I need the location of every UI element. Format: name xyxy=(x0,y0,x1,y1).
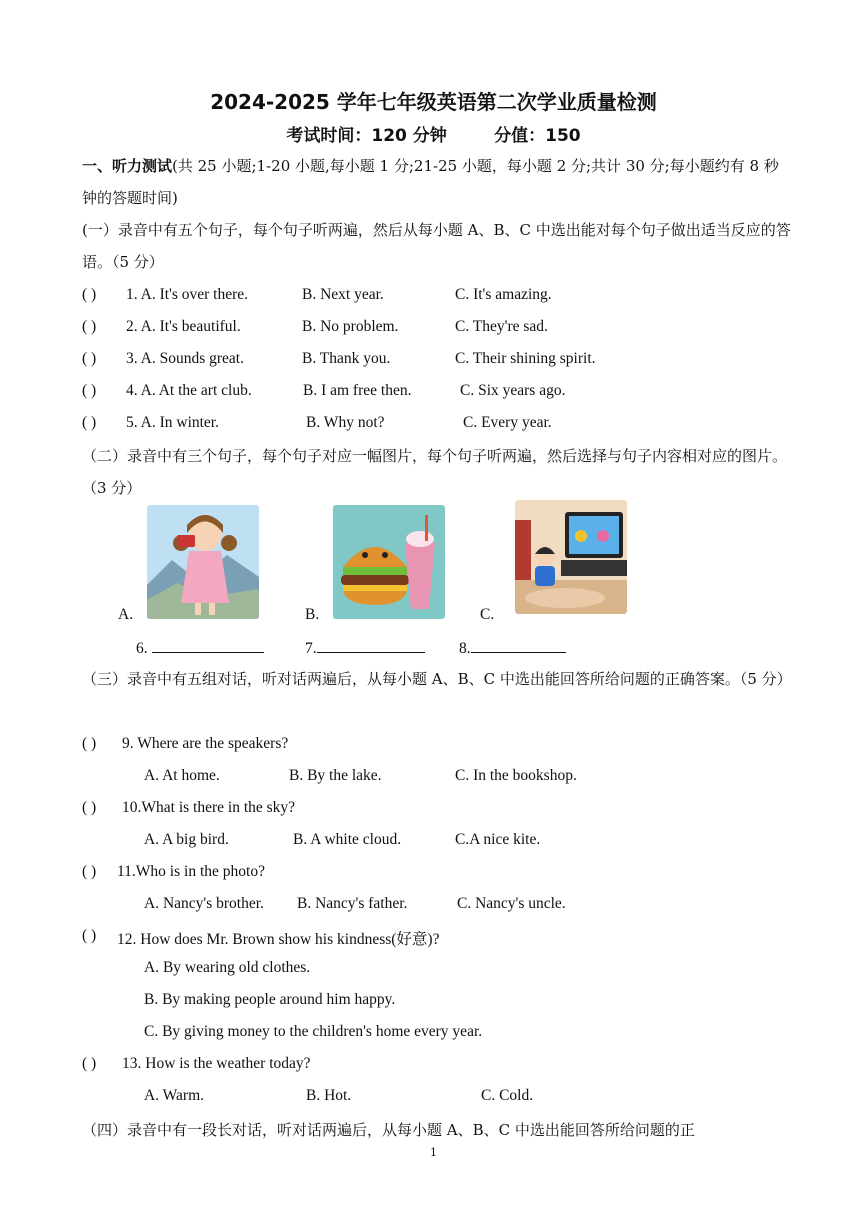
option-c: C. Cold. xyxy=(481,1087,534,1104)
blank-number: 8. xyxy=(459,640,471,657)
option-b: B. Hot. xyxy=(306,1087,352,1104)
answer-paren[interactable]: ( ) xyxy=(82,799,97,816)
option-b: B. A white cloud. xyxy=(293,831,402,848)
blank-number: 6. xyxy=(136,640,148,657)
option-b: B. Nancy's father. xyxy=(297,895,408,912)
option-a: 4. A. At the art club. xyxy=(126,382,252,399)
option-c: C. In the bookshop. xyxy=(455,767,577,784)
option-b: B. No problem. xyxy=(302,318,399,335)
picture-label-a: A. xyxy=(118,606,134,623)
boy-watching-tv-image xyxy=(515,500,627,614)
option-b: B. Why not? xyxy=(306,414,385,431)
blank-7 xyxy=(305,638,425,658)
answer-paren[interactable]: ( ) xyxy=(82,735,97,752)
answer-paren[interactable]: ( ) xyxy=(82,350,97,367)
option-b: B. By the lake. xyxy=(289,767,382,784)
picture-label-b: B. xyxy=(305,606,320,623)
option-a: 1. A. It's over there. xyxy=(126,286,249,303)
exam-subtitle: 考试时间：120 分钟 分值：150 xyxy=(286,126,581,146)
question-11: 11.Who is in the photo? xyxy=(117,863,265,880)
option-c: C. It's amazing. xyxy=(455,286,552,303)
option-c: C. Six years ago. xyxy=(460,382,566,399)
option-a: 3. A. Sounds great. xyxy=(126,350,244,367)
answer-blank[interactable] xyxy=(152,638,264,653)
answer-paren[interactable]: ( ) xyxy=(82,286,97,303)
option-b: B. I am free then. xyxy=(303,382,412,399)
option-b: B. By making people around him happy. xyxy=(144,991,396,1008)
section1-intro xyxy=(82,150,792,214)
picture-label-c: C. xyxy=(480,606,495,623)
option-c: C. Their shining spirit. xyxy=(455,350,596,367)
exam-title: 2024-2025 学年七年级英语第二次学业质量检测 xyxy=(210,90,657,114)
answer-blank[interactable] xyxy=(317,638,425,653)
part1-instructions: (一）录音中有五个句子，每个句子听两遍，然后从每小题 A、B、C 中选出能对每个句子做出适当反应的答语。（5 分） xyxy=(82,221,791,271)
option-a: A. At home. xyxy=(144,767,220,784)
answer-paren[interactable]: ( ) xyxy=(82,318,97,335)
option-b: B. Next year. xyxy=(302,286,384,303)
option-a: 2. A. It's beautiful. xyxy=(126,318,241,335)
option-c: C.A nice kite. xyxy=(455,831,541,848)
question-10: 10.What is there in the sky? xyxy=(122,799,296,816)
option-b: B. Thank you. xyxy=(302,350,391,367)
part4-instructions: （四）录音中有一段长对话，听对话两遍后，从每小题 A、B、C 中选出能回答所给问题的正 xyxy=(82,1121,695,1139)
answer-blank[interactable] xyxy=(471,638,566,653)
part3-instructions: （三）录音中有五组对话，听对话两遍后，从每小题 A、B、C 中选出能回答所给问题的正确答案。（5 分） xyxy=(82,670,792,688)
answer-paren[interactable]: ( ) xyxy=(82,382,97,399)
option-a: A. A big bird. xyxy=(144,831,229,848)
option-a: A. Warm. xyxy=(144,1087,205,1104)
option-a: A. Nancy's brother. xyxy=(144,895,264,912)
option-c: C. By giving money to the children's home every year. xyxy=(144,1023,483,1040)
section1-instructions: (共 25 小题;1-20 小题,每小题 1 分;21-25 小题，每小题 2 分;共计 30 分;每小题约有 8 秒钟的答题时间) xyxy=(82,157,779,207)
blank-8 xyxy=(459,638,566,658)
option-a: 5. A. In winter. xyxy=(126,414,219,431)
answer-paren[interactable]: ( ) xyxy=(82,927,97,944)
section1-heading: 一、听力测试 xyxy=(82,157,173,175)
burger-and-drink-image xyxy=(333,505,445,619)
answer-paren[interactable]: ( ) xyxy=(82,1055,97,1072)
answer-paren[interactable]: ( ) xyxy=(82,414,97,431)
question-12: 12. How does Mr. Brown show his kindness(好意)? xyxy=(117,931,440,948)
option-c: C. They're sad. xyxy=(455,318,548,335)
question-13: 13. How is the weather today? xyxy=(122,1055,311,1072)
answer-paren[interactable]: ( ) xyxy=(82,863,97,880)
page-number: 1 xyxy=(430,1146,437,1159)
girl-photographing-image xyxy=(147,505,259,619)
question-9: 9. Where are the speakers? xyxy=(122,735,289,752)
blank-6 xyxy=(136,638,264,658)
part2-instructions: （二）录音中有三个句子，每个句子对应一幅图片，每个句子听两遍，然后选择与句子内容相对应的图片。（3 分） xyxy=(82,447,788,497)
blank-number: 7. xyxy=(305,640,317,657)
option-c: C. Nancy's uncle. xyxy=(457,895,566,912)
option-c: C. Every year. xyxy=(463,414,552,431)
option-a: A. By wearing old clothes. xyxy=(144,959,311,976)
